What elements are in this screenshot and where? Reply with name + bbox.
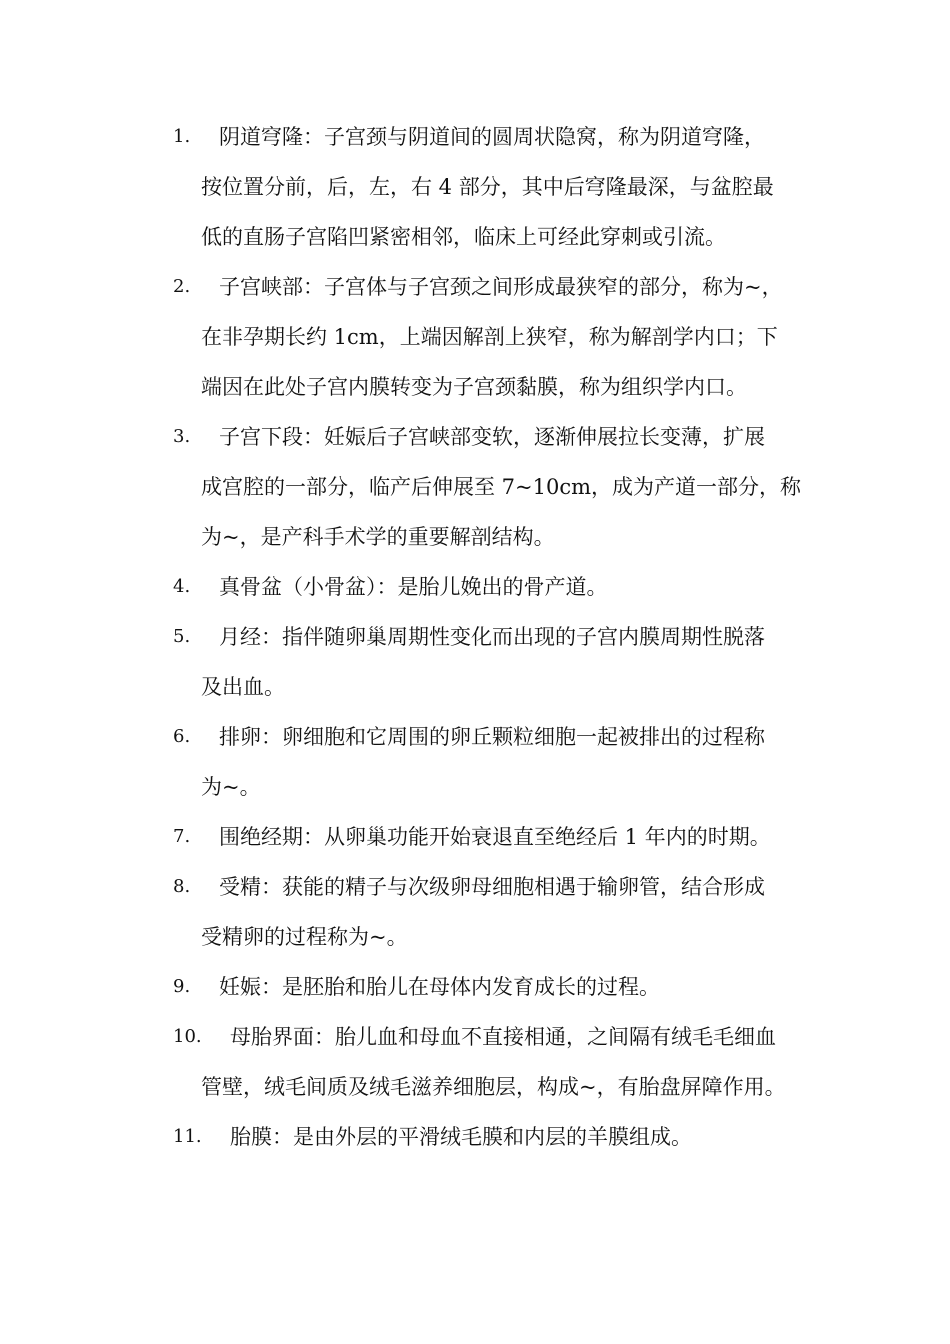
item-text-line: 按位置分前，后，左，右 4 部分，其中后穹隆最深，与盆腔最 [201, 175, 774, 199]
item-text-line: 胎膜：是由外层的平滑绒毛膜和内层的羊膜组成。 [230, 1125, 692, 1149]
item-text-line: 母胎界面：胎儿血和母血不直接相通，之间隔有绒毛毛细血 [230, 1025, 776, 1049]
item-text-line: 真骨盆（小骨盆）：是胎儿娩出的骨产道。 [219, 575, 608, 599]
item-text-line: 管壁，绒毛间质及绒毛滋养细胞层，构成~，有胎盘屏障作用。 [201, 1075, 786, 1099]
list-item [173, 712, 823, 812]
item-text-line: 低的直肠子宫陷凹紧密相邻，临床上可经此穿刺或引流。 [201, 225, 726, 249]
item-number: 7. [173, 826, 191, 847]
item-number: 8. [173, 876, 191, 897]
list-item [173, 962, 823, 1012]
item-text-line: 成宫腔的一部分，临产后伸展至 7~10cm，成为产道一部分，称 [201, 475, 802, 499]
item-number: 2. [173, 276, 191, 297]
item-number: 6. [173, 726, 191, 747]
item-text-line: 为~。 [201, 775, 261, 799]
list-item [173, 612, 823, 712]
list-item [173, 562, 823, 612]
list-item [173, 262, 823, 412]
item-text-line: 围绝经期：从卵巢功能开始衰退直至绝经后 1 年内的时期。 [219, 825, 771, 849]
item-number: 5. [173, 626, 191, 647]
item-text-line: 阴道穹隆：子宫颈与阴道间的圆周状隐窝，称为阴道穹隆， [219, 125, 765, 149]
item-text-line: 月经：指伴随卵巢周期性变化而出现的子宫内膜周期性脱落 [219, 625, 765, 649]
list-item [173, 812, 823, 862]
list-item [173, 862, 823, 962]
item-number: 3. [173, 426, 191, 447]
item-text-line: 妊娠：是胚胎和胎儿在母体内发育成长的过程。 [219, 975, 660, 999]
item-number: 9. [173, 976, 191, 997]
item-text-line: 在非孕期长约 1cm，上端因解剖上狭窄，称为解剖学内口；下 [201, 325, 778, 349]
list-item [173, 112, 823, 262]
item-number: 4. [173, 576, 191, 597]
item-text-line: 为~，是产科手术学的重要解剖结构。 [201, 525, 555, 549]
list-item [173, 1112, 823, 1162]
item-text-line: 受精卵的过程称为~。 [201, 925, 408, 949]
item-number: 1. [173, 126, 191, 147]
item-number: 11. [173, 1126, 202, 1147]
definition-list [173, 112, 823, 1162]
item-text-line: 子宫下段：妊娠后子宫峡部变软，逐渐伸展拉长变薄，扩展 [219, 425, 765, 449]
item-text-line: 端因在此处子宫内膜转变为子宫颈黏膜，称为组织学内口。 [201, 375, 747, 399]
item-text-line: 及出血。 [201, 675, 285, 699]
list-item [173, 1012, 823, 1112]
list-item [173, 412, 823, 562]
item-number: 10. [173, 1026, 202, 1047]
item-text-line: 排卵：卵细胞和它周围的卵丘颗粒细胞一起被排出的过程称 [219, 725, 765, 749]
item-text-line: 受精：获能的精子与次级卵母细胞相遇于输卵管，结合形成 [219, 875, 765, 899]
item-text-line: 子宫峡部：子宫体与子宫颈之间形成最狭窄的部分，称为~， [219, 275, 783, 299]
